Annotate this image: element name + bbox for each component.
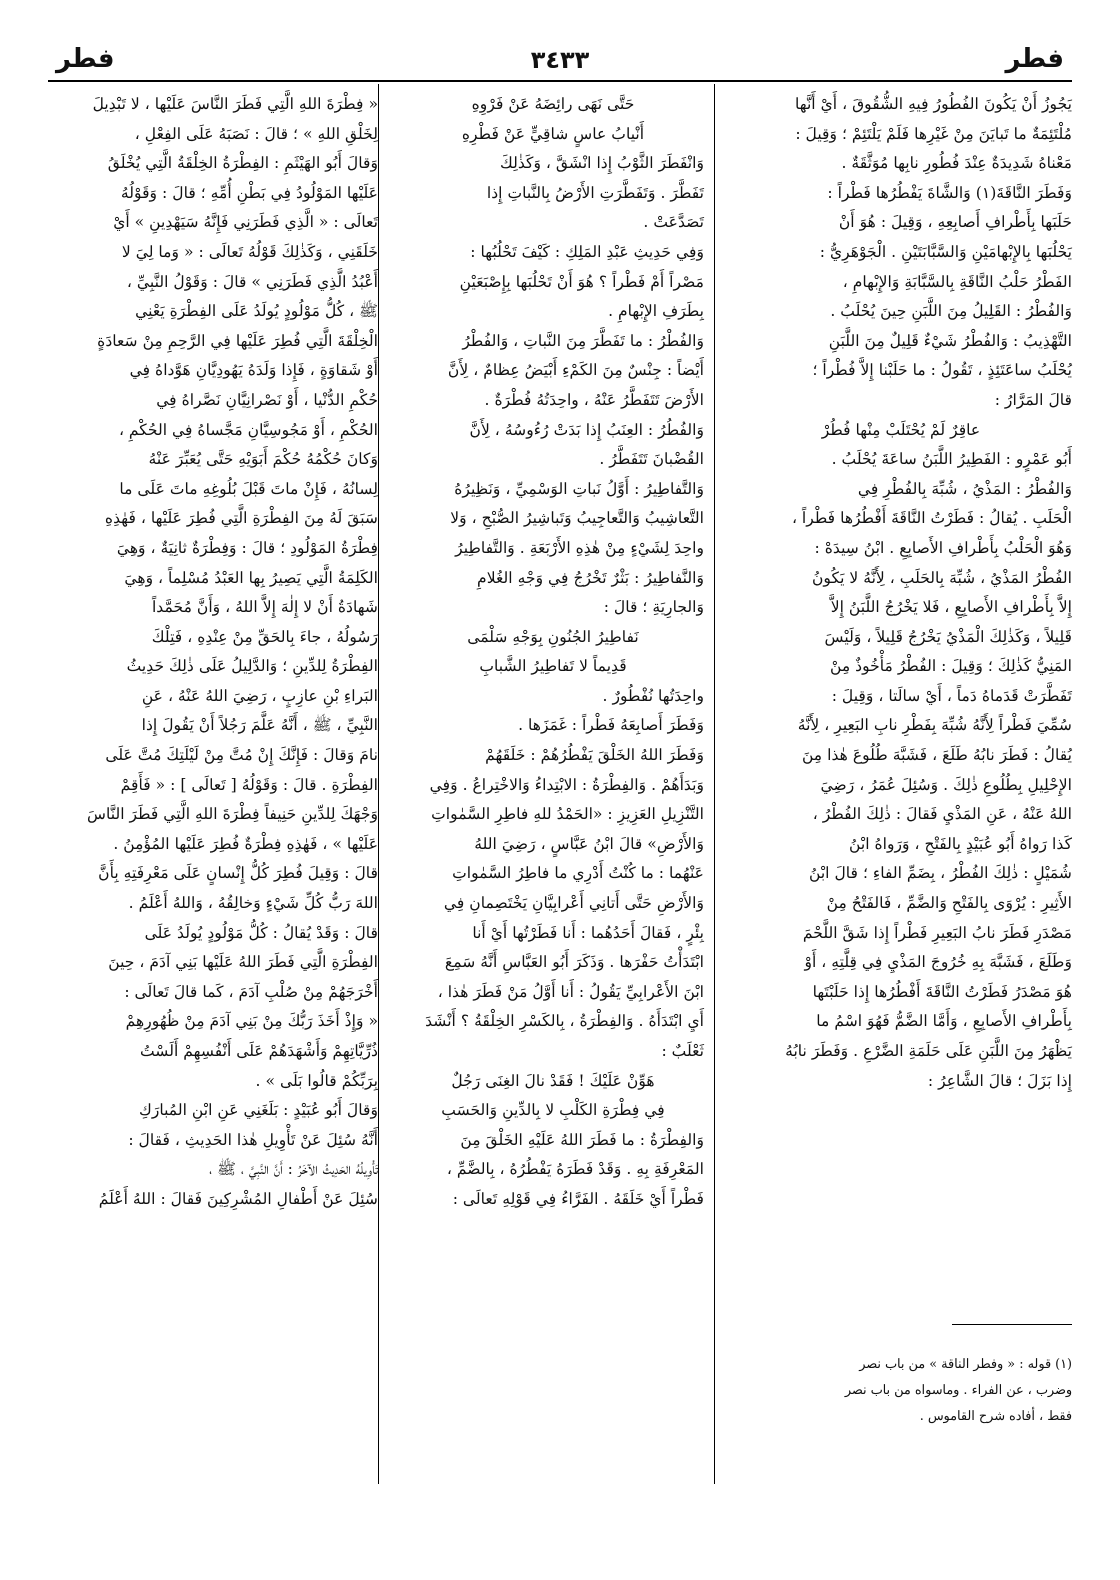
footnote (732, 1352, 1072, 1430)
text-line: فَطْراً أَيْ خَلَقَهُ . الفَرَّاءُ فِي قَوْلِهِ تَعالَى : (452, 1189, 704, 1208)
text-line: وَفَطَرَ اللهُ الخَلْقَ يَفْطُرُهُمْ : خَلَقَهُمْ (485, 746, 704, 765)
text-line: وَقالَ أَبُو الهَيْثَمِ : الفِطْرَةُ الخِلْقَةُ الَّتِي يُخْلَقُ (107, 154, 378, 173)
text-line: أَيِ ابْتَدَأَهُ . وَالفِطْرَةُ ، بِالكَسْرِ الخِلْقَةُ ؟ أَنْشَدَ (425, 1012, 704, 1031)
text-line: وَالفِطْرَةُ : ما فَطَرَ اللهُ عَلَيْهِ الخَلْقَ مِنَ (460, 1130, 704, 1149)
text-line: سُمِّيَ فَطْراً لِأَنَّهُ شُبِّهَ بِفَطْرِ نابِ البَعِيرِ ، لِأَنَّهُ (797, 716, 1072, 735)
text-line: لِخَلْقِ اللهِ » ؛ قالَ : نَصَبَهُ عَلَى الفِعْلِ ، (134, 124, 378, 143)
text-line: ﷺ ، كُلُّ مَوْلُودٍ يُولَدُ عَلَى الفِطْرَةِ يَعْنِي (135, 302, 378, 321)
text-line: أَخْرَجَهُمْ مِنْ صُلْبِ آدَمَ ، كَما قالَ تَعالَى : (124, 982, 378, 1001)
text-line: فِي فِطْرَةِ الكَلْبِ لا بِالدِّينِ وَالحَسَبِ (441, 1101, 665, 1120)
text-line: قَدِيماً لا تَفاطِيرُ الشَّبابِ (479, 657, 627, 676)
text-line: أَبُو عَمْرٍو : الفَطِيرُ اللَّبَنُ ساعَةَ يُحْلَبُ . (831, 450, 1072, 469)
text-line: حَلَبَها بِأَطْرافِ أَصابِعِهِ ، وَقِيلَ : هُوَ أَنْ (838, 213, 1072, 232)
text-line: عَنْهُما : ما كُنْتُ أَدْرِي ما فاطِرُ السَّمٰواتِ (452, 864, 704, 883)
column-middle (402, 90, 704, 1215)
text-line: شُمَيْلٍ : ذٰلِكَ الفُطْرُ ، بِضَمِّ الفاءِ ؛ قالَ ابْنُ (808, 864, 1072, 883)
text-line: وَانْفَطَرَ الثَّوْبُ إِذا انْشَقَّ ، وَكَذٰلِكَ (499, 154, 704, 173)
text-line: أَعْبُدُ الَّذِي فَطَرَنِي » قالَ : وَقَوْلُ النَّبِيِّ ، (126, 272, 378, 291)
header-entry-word-left: فطر (56, 44, 115, 74)
text-line: المَنِيُّ كَذٰلِكَ ؛ وَقِيلَ : الفُطْرُ مَأْخُوذٌ مِنْ (829, 657, 1072, 676)
text-line: وَالفُطْرُ : المَذْيُ ، شُبِّهَ بِالفُطْرِ فِي (857, 479, 1072, 498)
text-line: مَعْناهُ شَدِيدَةٌ عِنْدَ فُطُورِ نابِها مُوَثَّقَةٌ . (841, 154, 1072, 173)
text-line: الحُكْمِ ، أَوْ مَجُوسِيَّانِ مَجَّساهُ فِي الحُكْمِ ، (118, 420, 378, 439)
text-line: إِلاَّ بِأَطْرافِ الأَصابِعِ ، فَلا يَخْرُجُ اللَّبَنُ إِلاَّ (830, 598, 1072, 617)
text-line: ابْنَ الأَعْرابِيِّ يَقُولُ : أَنا أَوَّلُ مَنْ فَطَرَ هٰذا ، (437, 982, 704, 1001)
text-line: وَالفُطُرُ : العِنَبُ إِذا بَدَتْ رُءُوسُهُ ، لِأَنَّ (469, 420, 704, 439)
text-line: أَنَّهُ سُئِلَ عَنْ تَأْوِيلِ هٰذا الحَدِيثِ ، فَقالَ : (128, 1130, 378, 1149)
text-line: يُقالُ : فَطَرَ نابُهُ طَلَعَ ، فَشَبَّهَ طُلُوعَ هٰذا مِنَ (801, 746, 1072, 765)
header-rule (48, 80, 1072, 82)
text-line: تَفَطَّرَتْ قَدَماهُ دَماً ، أَيْ سالَتا ، وَقِيلَ : (831, 686, 1072, 705)
text-line: يُحْلَبُ ساعَتَئِذٍ ، تَقُولُ : ما حَلَبْنا إِلاَّ فُطْراً ؛ (812, 361, 1072, 380)
text-line: خَلَقَنِي ، وَكَذٰلِكَ قَوْلُهُ تَعالَى : « وَما لِيَ لا (121, 242, 378, 261)
text-line: قالَ المَرَّارُ : (994, 390, 1072, 409)
text-line: الفَطْرُ حَلْبُ النَّاقَةِ بِالسَّبَّابَةِ وَالإِبْهامِ ، (842, 272, 1072, 291)
page-number: ٣٤٣٣ (530, 46, 590, 74)
text-line: شَهادَةُ أَنْ لا إِلٰهَ إِلاَّ اللهُ ، وَأَنَّ مُحَمَّداً (151, 598, 378, 617)
text-line: وَالتَّفاطِيرُ : أَوَّلُ نَباتِ الوَسْمِيِّ ، وَنَظِيرُهُ (454, 479, 704, 498)
text-line: البَراءِ بْنِ عازِبٍ ، رَضِيَ اللهُ عَنْهُ ، عَنِ (141, 686, 378, 705)
text-line: هَوِّنْ عَلَيْكَ ! فَقَدْ نالَ الغِنَى رَجُلٌ (451, 1071, 655, 1090)
text-line: قَلِيلاً ، وَكَذٰلِكَ الْمَذْيُ يَخْرُجُ قَلِيلاً ، وَلَيْسَ (824, 627, 1072, 646)
text-line: وَطَلَعَ ، فَشَبَّهَ بِهِ خُرُوجَ المَذْيِ فِي قِلَّتِهِ ، أَوْ (804, 953, 1072, 972)
footnote-line: فقط ، أفاده شرح القاموس . (919, 1409, 1072, 1424)
column-right (730, 90, 1072, 1096)
text-line: اللهَ رَبُّ كُلِّ شَيْءٍ وَخالِقُهُ ، وَاللهُ أَعْلَمُ . (128, 894, 378, 913)
footnote-rule (952, 1324, 1072, 1325)
text-line: وَبَدَأَهُمْ . وَالفِطْرَةُ : الابْتِداءُ وَالاخْتِراعُ . وَفِي (429, 775, 704, 794)
text-line: وَفِي حَدِيثِ عَبْدِ المَلِكِ : كَيْفَ تَحْلُبُها : (470, 242, 704, 261)
text-line: قالَ : وَقِيلَ فُطِرَ كُلُّ إِنْسانٍ عَلَى مَعْرِفَتِهِ بِأَنَّ (98, 864, 378, 883)
text-line: بِطَرَفِ الإِبْهامِ . (608, 302, 704, 321)
text-line: نامَ وَقالَ : فَإِنَّكَ إِنْ مُتَّ مِنْ لَيْلَتِكَ مُتَّ عَلَى (105, 746, 378, 765)
text-line: الفُطْرُ المَذْيُ ، شُبِّهَ بِالحَلَبِ ، لِأَنَّهُ لا يَكُونُ (811, 568, 1072, 587)
text-line: وَكانَ حُكْمُهُ حُكْمَ أَبَوَيْهِ حَتَّى يُعَبِّرَ عَنْهُ (148, 450, 378, 469)
text-line: وَالفُطْرُ : القَلِيلُ مِنَ اللَّبَنِ حِينَ يُحْلَبُ . (830, 302, 1072, 321)
text-line: القُضْبانَ تَتَفَطَّرُ . (599, 450, 704, 469)
column-divider (714, 84, 715, 1484)
text-line: تَأْوِيلُهُ الحَدِيثُ الآخَرُ : أَنَّ النَّبِيَّ ، ﷺ ، (209, 1160, 378, 1179)
text-line: الأَرْضَ تَتَفَطَّرُ عَنْهُ ، واحِدَتُهُ فُطْرَةٌ . (484, 390, 704, 409)
header-entry-word-right: فطر (1005, 44, 1064, 74)
text-line: فِطْرَةُ المَوْلُودِ ؛ قالَ : وَفِطْرَةٌ ثانِيَةٌ ، وَهِيَ (116, 538, 378, 557)
text-line: الْخِلْقَةَ الَّتِي فُطِرَ عَلَيْها فِي الرَّحِمِ مِنْ سَعادَةٍ (97, 331, 378, 350)
text-line: التَّهْذِيبُ : وَالفُطْرُ شَيْءٌ قَلِيلٌ مِنَ اللَّبَنِ (828, 331, 1072, 350)
text-line: الفِطْرَةِ . قالَ : وَقَوْلُهُ [ تَعالَى ] : « فَأَقِمْ (120, 775, 378, 794)
text-line: المَعْرِفَةِ بِهِ . وَقَدْ فَطَرَهُ يَفْطُرُهُ ، بِالضَّمِّ ، (446, 1160, 704, 1179)
text-line: وَالأَرْضِ» قالَ ابْنُ عَبَّاسٍ ، رَضِيَ اللهُ (474, 834, 704, 853)
text-line: حُكْمِ الدُّنْيا ، أَوْ نَصْرانِيَّانِ نَصَّراهُ فِي (156, 390, 378, 409)
text-line: وَالأَرْضِ حَتَّى أَتانِي أَعْرابِيَّانِ يَخْتَصِمانِ فِي (443, 894, 704, 913)
footnote-line: (١) قوله : « وفطر الناقة » من باب نصر (859, 1357, 1072, 1372)
column-divider (378, 84, 379, 1484)
text-line: الكَلِمَةُ الَّتِي يَصِيرُ بِها العَبْدُ مُسْلِماً ، وَهِيَ (124, 568, 378, 587)
text-line: أَنْيابُ عاسٍ شاقِيٍّ عَنْ فَطْرِهِ (461, 124, 645, 143)
text-line: عَلَيْها » ، فَهٰذِهِ فِطْرَةٌ فُطِرَ عَلَيْها المُؤْمِنُ . (113, 834, 378, 853)
text-line: وَفَطَرَ أَصابِعَهُ فَطْراً : غَمَزَها . (518, 716, 704, 735)
page-header (56, 44, 1064, 84)
text-line: الْحَلَبِ . يُقالُ : فَطَرْتُ النَّاقَةَ أَفْطُرُها فَطْراً ، (791, 509, 1072, 528)
text-line: اللهُ عَنْهُ ، عَنِ المَذْيِ فَقالَ : ذٰلِكَ الفُطْرُ ، (812, 805, 1072, 824)
text-line: تَفَطَّرَ . وَتَفَطَّرَتِ الأَرْضُ بِالنَّباتِ إِذا (486, 183, 704, 202)
text-line: سَبَقَ لَهُ مِنَ الفِطْرَةِ الَّتِي فُطِرَ عَلَيْها ، فَهٰذِهِ (104, 509, 378, 528)
text-line: بِأَطْرافِ الأَصابِعِ ، وَأَمَّا الضَّمُّ فَهُوَ اسْمُ ما (816, 1012, 1072, 1031)
text-line: مَصْدَرِ فَطَرَ نابُ البَعِيرِ فَطْراً إِذا شَقَّ اللَّحْمَ (802, 923, 1072, 942)
text-line: النَّبِيِّ ، ﷺ ، أَنَّهُ عَلَّمَ رَجُلاً أَنْ يَقُولَ إِذا (141, 716, 378, 735)
text-line: عَلَيْها المَوْلُودُ فِي بَطْنِ أُمِّهِ ؛ قالَ : وَقَوْلُهُ (120, 183, 378, 202)
text-line: التَّنْزِيلِ العَزِيزِ : «الحَمْدُ للهِ فاطِرِ السَّمٰواتِ (431, 805, 704, 824)
text-line: لِسانُهُ ، فَإِنْ ماتَ قَبْلَ بُلُوغِهِ ماتَ عَلَى ما (119, 479, 378, 498)
text-line: « وَإِذْ أَخَذَ رَبُّكَ مِنْ بَنِي آدَمَ مِنْ ظُهُورِهِمْ (125, 1012, 378, 1031)
text-line: وَقالَ أَبُو عُبَيْدٍ : بَلَغَنِي عَنِ ابْنِ المُبارَكِ (138, 1101, 378, 1120)
text-line: التَّعاشِيبُ وَالتَّعاجِيبُ وَتَباشِيرُ الصُّبْحِ ، وَلا (450, 509, 704, 528)
text-line: ذُرِّيَّاتِهِمْ وَأَشْهَدَهُمْ عَلَى أَنْفُسِهِمْ أَلَسْتُ (139, 1042, 378, 1060)
text-line: نَفاطِيرُ الجُنُونِ بِوَجْهِ سَلْمَى (467, 627, 639, 646)
text-line: يَجُوزُ أَنْ يَكُونَ الفُطُورُ فِيهِ الشُّقُوقَ ، أَيْ أَنَّها (795, 95, 1072, 113)
text-line: يَظْهَرُ مِنَ اللَّبَنِ عَلَى حَلَمَةِ الضَّرْعِ . وَفَطَرَ نابُهُ (785, 1042, 1072, 1060)
text-line: وَالنَّفاطِيرُ : بَثْرٌ تَخْرُجُ فِي وَجْهِ الغُلامِ (477, 568, 704, 587)
footnote-line: وضرب ، عن الفراء . وماسواه من باب نصر (844, 1383, 1072, 1398)
text-line: وَفَطَرَ النَّاقَةَ(١) وَالشَّاةَ يَفْطُرُها فَطْراً : (827, 183, 1072, 202)
text-line: واحِدَتُها نُفْطُورٌ . (602, 686, 704, 705)
text-line: حَتَّى نَهَى رائِضَهُ عَنْ فَرْوِهِ (471, 95, 635, 113)
column-left (48, 90, 378, 1215)
text-line: الفِطْرَةِ الَّتِي فَطَرَ اللهُ عَلَيْها بَنِي آدَمَ ، حِينَ (108, 953, 378, 972)
text-line: واحِدَ لِشَيْءٍ مِنْ هٰذِهِ الأَرْبَعَةِ . وَالتَّفاطِيرُ (455, 538, 704, 557)
text-line: وَالجارِيَةِ ؛ قالَ : (603, 598, 704, 617)
text-line: أَوْ شَقاوَةٍ ، فَإِذا وَلَدَهُ يَهُودِيَّانِ هَوَّداهُ فِي (129, 361, 378, 380)
text-line: ثَعْلَبٌ : (661, 1042, 704, 1060)
text-line: إِذا بَزَلَ ؛ قالَ الشَّاعِرُ : (927, 1071, 1072, 1090)
text-line: وَالفُطْرُ : ما تَفَطَّرَ مِنَ النَّباتِ ، وَالفُطْرُ (462, 331, 704, 350)
text-line: الأَثِيرِ : يُرْوَى بِالفَتْحِ وَالضَّمِّ ، فَالفَتْحُ مِنْ (826, 894, 1072, 913)
text-line: بِرَبِّكُمْ قالُوا بَلَى » . (255, 1071, 378, 1090)
text-line: تَصَدَّعَتْ . (643, 213, 704, 232)
text-line: كَذا رَواهُ أَبُو عُبَيْدٍ بِالفَتْحِ ، وَرَواهُ ابْنُ (848, 834, 1072, 853)
text-line: الإِحْلِيلِ بِطُلُوعِ ذٰلِكَ . وَسُئِلَ عُمَرُ ، رَضِيَ (820, 775, 1072, 794)
text-line: وَهُوَ الْحَلْبُ بِأَطْرافِ الأَصابِعِ . ابْنُ سِيدَهْ : (814, 538, 1072, 557)
text-line: أَيْضاً : جِنْسٌ مِنَ الكَمْءِ أَبْيَضُ عِظامٌ ، لِأَنَّ (447, 361, 704, 380)
text-line: تَعالَى : « الَّذِي فَطَرَنِي فَإِنَّهُ سَيَهْدِينِ » أَيْ (113, 213, 378, 232)
text-line: بِئْرٍ ، فَقالَ أَحَدُهُما : أَنا فَطَرْتُها أَيْ أَنا (472, 923, 704, 942)
text-line: عاقِرٌ لَمْ يُحْتَلَبْ مِنْها فُطُرْ (821, 420, 981, 439)
text-line: وَجْهَكَ لِلدِّينِ حَنِيفاً فِطْرَةَ اللهِ الَّتِي فَطَرَ النَّاسَ (86, 805, 378, 824)
text-line: مَصْراً أَمْ فَطْراً ؟ هُوَ أَنْ تَحْلُبَها بِإِصْبَعَيْنِ (459, 272, 704, 291)
text-line: قالَ : وَقَدْ يُقالُ : كُلُّ مَوْلُودٍ يُولَدُ عَلَى (144, 923, 378, 942)
text-line: يَحْلُبَها بِالإِبْهامَيْنِ وَالسَّبَّابَتَيْنِ . الْجَوْهَرِيُّ : (819, 242, 1072, 261)
text-line: الفِطْرَةُ لِلدِّينِ ؛ وَالدَّلِيلُ عَلَى ذٰلِكَ حَدِيثُ (126, 657, 378, 676)
text-line: مُلْتَئِمَةٌ ما تَبايَنَ مِنْ غَيْرِها فَلَمْ يَلْتَئِمْ ؛ وَقِيلَ : (795, 124, 1072, 143)
text-line: ابْتَدَأْتُ حَفْرَها . وَذَكَرَ أَبُو العَبَّاسِ أَنَّهُ سَمِعَ (444, 953, 704, 972)
text-line: سُئِلَ عَنْ أَطْفالِ المُشْرِكِينَ فَقالَ : اللهُ أَعْلَمُ (98, 1189, 378, 1208)
text-line: هُوَ مَصْدَرُ فَطَرْتُ النَّاقَةَ أَفْطُرُها إِذا حَلَبْتَها (812, 982, 1072, 1001)
text-line: رَسُولُهُ ، جاءَ بِالحَقِّ مِنْ عِنْدِهِ ، فَتِلْكَ (151, 627, 378, 646)
text-line: « فِطْرَةَ اللهِ الَّتِي فَطَرَ النَّاسَ عَلَيْها ، لا تَبْدِيلَ (92, 95, 378, 113)
